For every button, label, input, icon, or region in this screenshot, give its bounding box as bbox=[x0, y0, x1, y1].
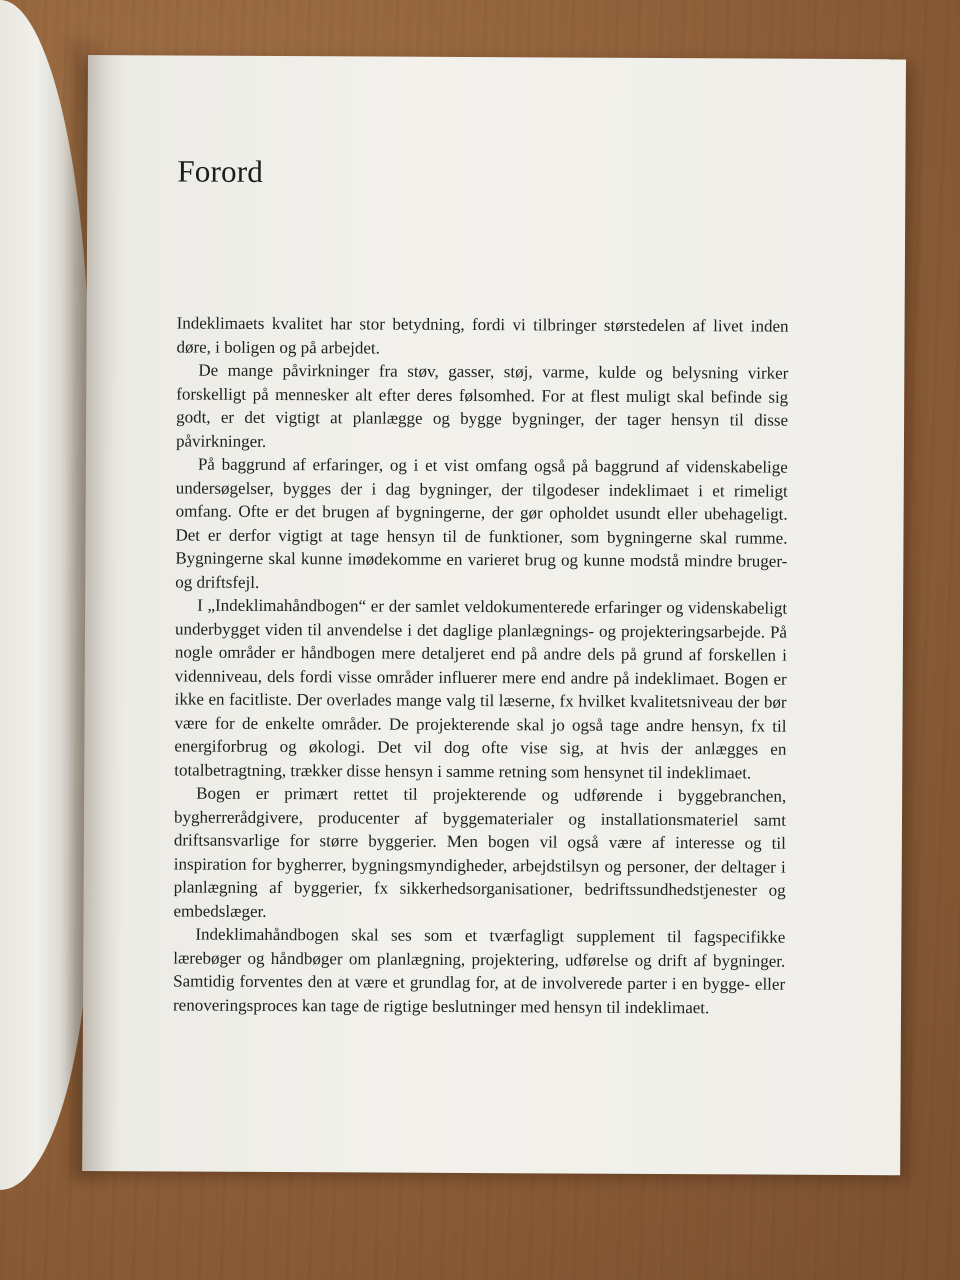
paragraph-5: Bogen er primært rettet til projekterende og udførende i byggebranchen, bygherrerådgivere, producenter af byggematerialer og installationsmateriel samt driftsansvarlige for større byggerier. Men bogen vil også være af interesse og til inspiration for bygherrer, bygningsmyndigheder, arbejdstilsyn og personer, der deltager i planlægning af byggerier, fx sikkerhedsorganisationer, bedriftssundhedstjenester og embedslæger. bbox=[173, 783, 787, 921]
page-title: Forord bbox=[177, 153, 264, 189]
spine-shadow bbox=[70, 40, 110, 1180]
paragraph-1: Indeklimaets kvalitet har stor betydning, fordi vi tilbringer størstedelen af livet inden døre, i boligen og på arbejdet. bbox=[176, 313, 789, 358]
paragraph-2: De mange påvirkninger fra støv, gasser, støj, varme, kulde og belysning virker forskelligt på mennesker alt efter deres følsomhed. For at flest muligt skal befinde sig godt, er det vigtigt at planlægge og bygge bygninger, der tager hensyn til disse påvirkninger. bbox=[175, 360, 789, 451]
paragraph-3: På baggrund af erfaringer, og i et vist omfang også på baggrund af videnskabelige undersøgelser, bygges der i dag bygninger, der tilgodeser indeklimaet i et rimeligt omfang. Ofte er det brugen af bygningerne, der gør opholdet usundt eller ubehageligt. Det er derfor vigtigt at tage hensyn til de funktioner, som bygningerne skal rumme. Bygningerne skal kunne imødekomme en varieret brug og kunne modstå mindre bruger- og driftsfejl. bbox=[175, 454, 788, 592]
paragraph-6: Indeklimahåndbogen skal ses som et tværfagligt supplement til fagspecifikke lærebøger og håndbøger om planlægning, projektering, udførelse og drift af bygninger. Samtidig forventes den at være et grundlag for, at de involverede parter i en bygge- eller renoveringsproces kan tage de rigtige beslutninger med hensyn til indeklimaet. bbox=[172, 924, 786, 1017]
paragraph-4: I „Indeklimahåndbogen“ er der samlet veldokumenterede erfaringer og videnskabeligt underbygget viden til anvendelse i det daglige planlægnings- og projekteringsarbejde. På nogle områder er håndbogen mere detaljeret end på andre dels på grund af forskellen i videnniveau, dels fordi visse områder influerer mere end andre på indeklimaet. Bogen er ikke en facitliste. Der overlades mange valg til læserne, fx hvilket kvalitetsniveau der bør være for de enkelte områder. De projekterende skal jo også tage andre hensyn, fx til energiforbrug og økologi. Det vil dog ofte vise sig, at hvis der anlægges en totalbetragtning, trækker disse hensyn i samme retning som hensynet til indeklimaet. bbox=[174, 595, 788, 782]
body-text bbox=[173, 311, 789, 1019]
book-page bbox=[82, 55, 906, 1175]
